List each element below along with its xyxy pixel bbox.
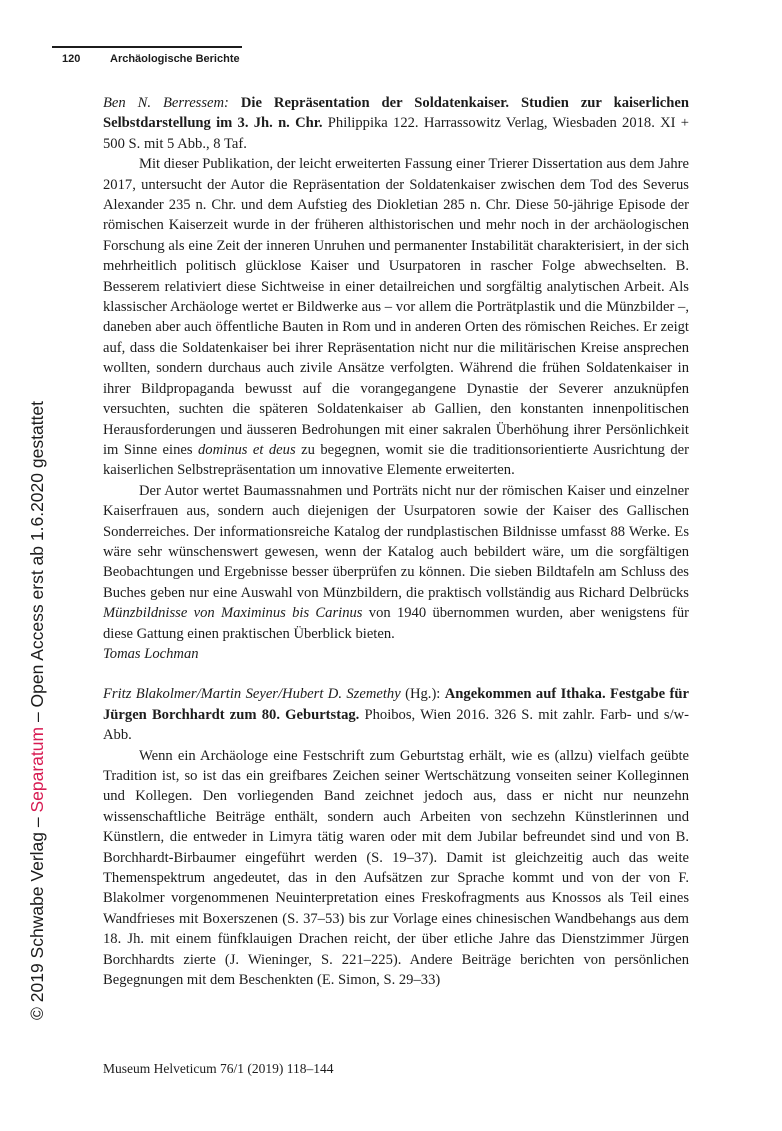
section-title: Archäologische Berichte — [110, 53, 240, 65]
review-1-signature: Tomas Lochman — [103, 645, 199, 662]
review-1-publication: Philippika 122. Harrassowitz Verlag, Wiesbaden 2018. XI + 500 S. mit 5 Abb., 8 Taf. — [103, 115, 689, 152]
review-1-paragraph-1 — [103, 154, 689, 481]
review-separator — [103, 664, 689, 684]
page-number: 120 — [62, 53, 81, 65]
running-header — [52, 46, 242, 70]
review-1-p1-italic: dominus et deus — [198, 441, 296, 458]
review-1-p1-text-a: Mit dieser Publikation, der leicht erweiterten Fassung einer Trierer Dissertation aus dem Jahre 2017, untersucht der Autor die Repräsentation der Soldatenkaiser zwischen dem Tod des Severus Alexander 235 n. Chr. und dem Aufstieg des Diokletian 285 n. Chr. Diese 50-jährige Episode der römischen Kaiserzeit wurde in der früheren althistorischen und mehr noch in der archäologischen Forschung als eine Zeit der inneren Unruhen und permanenter Instabilität charakterisiert, in der sich mehrheitlich politisch glücklose Kaiser und Usurpatoren in rascher Folge abwechselten. B. Besserem relativiert diese Sichtweise in einer detailreichen und sorgfältig analytischen Arbeit. Als klassischer Archäologe wertet er Bildwerke aus – vor allem die Porträtplastik und die Münzbilder –, daneben aber auch öffentliche Bauten in Rom und in anderen Orten des römischen Reiches. Er zeigt auf, dass die Soldatenkaiser bei ihrer Repräsentation nicht nur die militärischen Kreise ansprechen wollten, sondern durchaus auch zivile Ansätze verfolgten. Während die frühen Soldatenkaiser in ihrer Bildpropaganda bewusst auf die vorangegangene Dynastie der Severer anzuknüpfen versuchten, suchten die späteren Soldatenkaiser ab Gallien, den konstanten innenpolitischen Herausforderungen und äusseren Bedrohungen mit einer sakralen Überhöhung ihrer Persönlichkeit im Sinne eines — [103, 156, 689, 458]
review-2-paragraph-1: Wenn ein Archäologe eine Festschrift zum Geburtstag erhält, wie es (allzu) vielfach geübte Tradition ist, so ist das ein greifbares Zeichen seiner Wertschätzung vonseiten seiner Kolleginnen und Kollegen. Den vorliegenden Band zeichnet jedoch aus, dass er nicht nur neunzehn wissenschaftliche Beiträge enthält, sondern auch Arbeiten von sechzehn Künstlerinnen und Künstlern, die entweder in Limyra tätig waren oder mit dem Jubilar befreundet sind und von B. Borchhardt-Birbaumer eingeführt werden (S. 19–37). Damit ist gleichzeitig auch das weite Themenspektrum angedeutet, das in den Aufsätzen zur Sprache kommt und von der von F. Blakolmer vorgenommenen Neuinterpretation eines Freskofragments aus Knossos als Teil eines Wandfrieses mit Boxerszenen (S. 37–53) bis zur Vorlage eines chinesischen Wandbehangs aus dem 18. Jh. mit einem fünfklauigen Drachen reicht, der über etliche Jahre das Dienstzimmer Jürgen Borchhardts zierte (J. Wieninger, S. 221–225). Andere Beiträge berichten von persönlichen Begegnungen mit dem Beschenkten (E. Simon, S. 29–33) — [103, 747, 689, 989]
review-1-title: Die Repräsentation der Soldatenkaiser. Studien zur kaiserlichen Selbstdarstellung im 3. Jh. n. Chr. — [103, 95, 689, 132]
review-2-publication: Phoibos, Wien 2016. 326 S. mit zahlr. Farb- und s/w-Abb. — [103, 706, 689, 744]
review-1-p2-italic: Münzbildnisse von Maximinus bis Carinus — [103, 605, 363, 622]
review-2-title: Angekommen auf Ithaka. Festgabe für Jürgen Borchhardt zum 80. Geburtstag. — [103, 686, 689, 723]
sidebar-text-before: © 2019 Schwabe Verlag – — [27, 812, 47, 1020]
review-1-reference — [103, 93, 689, 154]
page-body — [103, 93, 689, 990]
journal-citation: Museum Helveticum 76/1 (2019) 118–144 — [103, 1061, 334, 1076]
review-1-paragraph-2 — [103, 481, 689, 644]
review-1-author: Ben N. Berressem: — [103, 95, 229, 111]
review-1-p2-text-b: von 1940 übernommen wurden, aber wenigstens für diese Gattung einen praktischen Überblick bieten. — [103, 605, 690, 642]
copyright-sidebar — [22, 401, 52, 1020]
review-2-author: Fritz Blakolmer/Martin Seyer/Hubert D. Szemethy — [103, 686, 401, 703]
review-2-hg: (Hg.): — [405, 686, 441, 703]
review-1-p2-text-a: Der Autor wertet Baumassnahmen und Porträts nicht nur der römischen Kaiser und einzelner Kaiserfrauen aus, sondern auch diejenigen der Usurpatoren sowie der Kaiser des Gallischen Sonderreiches. Der informationsreiche Katalog der rundplastischen Bildnisse umfasst 88 Werke. Es wäre sehr wünschenswert gewesen, wenn der Katalog auch bebildert wäre, um die sorgfältigen Beobachtungen und Ergebnisse besser überprüfen zu können. Die sieben Bildtafeln am Schluss des Buches geben nur eine Auswahl von Münzbildern, die praktisch vollständig aus Richard Delbrücks — [103, 482, 689, 601]
review-2-reference — [103, 684, 689, 745]
sidebar-text-after: – Open Access erst ab 1.6.2020 gestattet — [27, 401, 47, 727]
sidebar-accent: Separatum — [27, 726, 47, 813]
review-1-p1-text-b: zu begegnen, womit sie die traditionsorientierte Ausrichtung der kaiserlichen Selbstrepräsentation um innovative Elemente erweiterten. — [103, 441, 689, 479]
